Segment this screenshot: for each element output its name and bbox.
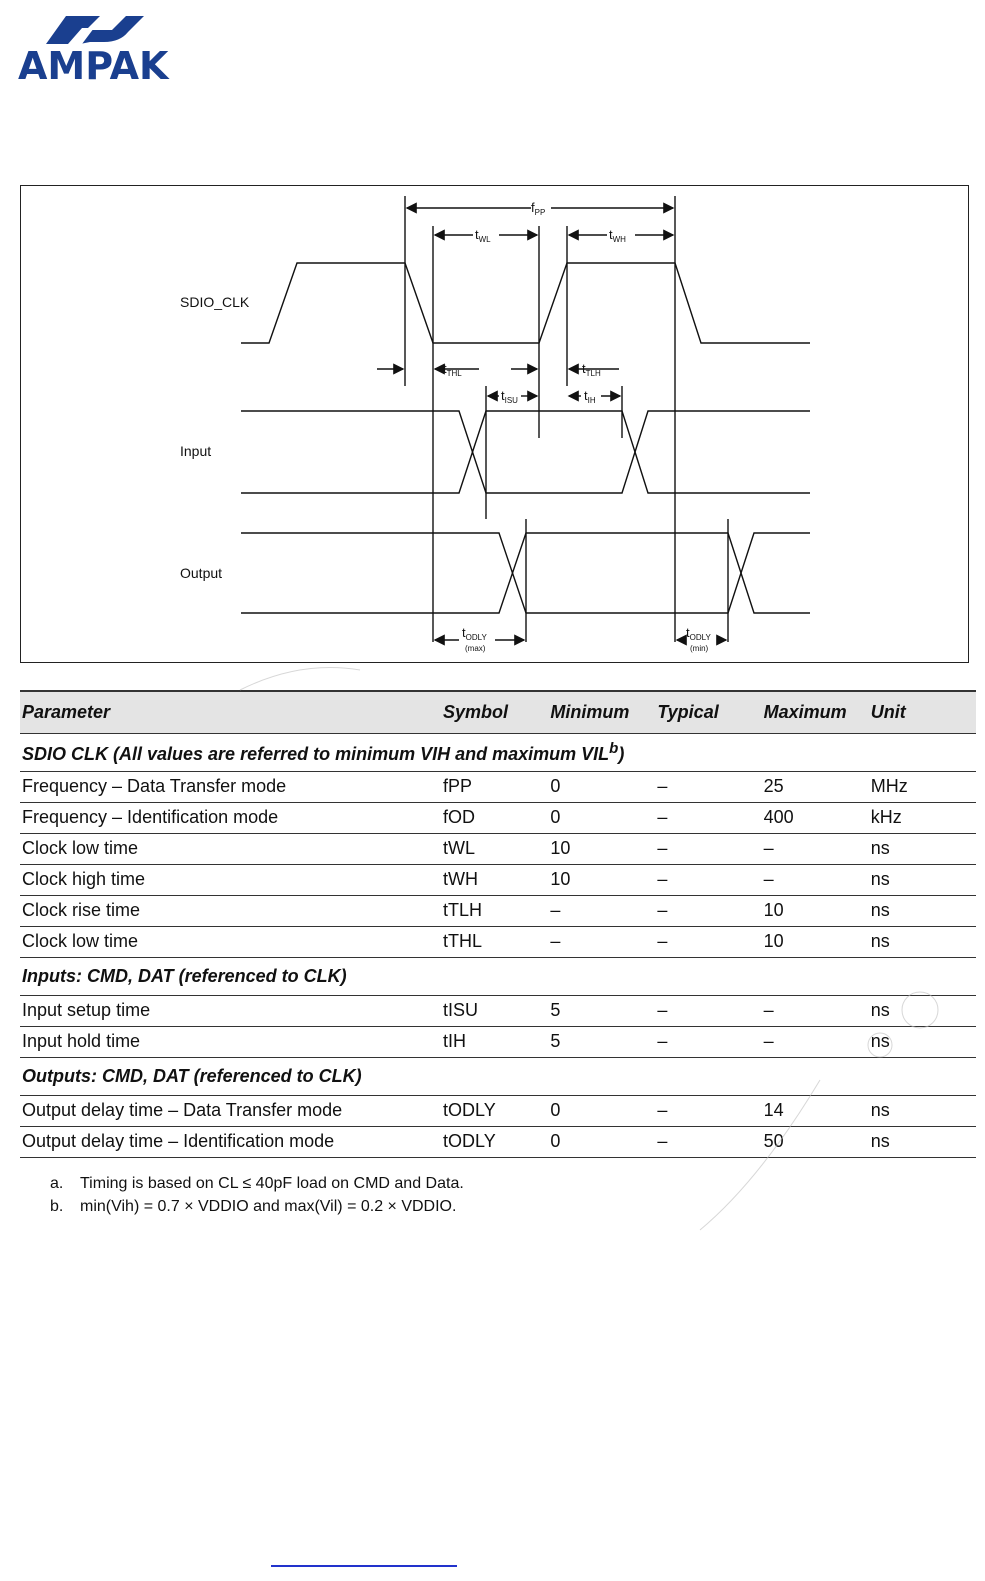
footnote-b: b. min(Vih) = 0.7 × VDDIO and max(Vil) = 0.2 × VDDIO. <box>50 1198 457 1215</box>
todly-max-label: $t_{ODLY}$ <box>462 625 487 642</box>
table-row: Input hold time tIH 5 – – ns <box>20 1026 976 1057</box>
header-unit: Unit <box>869 691 976 733</box>
ampak-logo <box>8 6 169 88</box>
table-header-row <box>20 691 976 733</box>
fpp-label: $f_{PP}$ <box>531 200 546 217</box>
sdio-timing-diagram <box>20 185 969 663</box>
header-typical: Typical <box>655 691 761 733</box>
tisu-label: $t_{ISU}$ <box>501 388 518 405</box>
todly-max-note: (max) <box>465 644 486 653</box>
section-row-inputs <box>20 957 976 995</box>
section-title-end: ) <box>618 743 625 764</box>
twh-label: $t_{WH}$ <box>609 227 626 244</box>
footnotes <box>50 1172 464 1218</box>
section-row-outputs <box>20 1057 976 1095</box>
clk-waveform <box>241 263 810 343</box>
sdio-timing-table <box>20 690 976 1158</box>
logo-text: AMPAK <box>18 44 169 88</box>
input-bottom-waveform <box>241 411 810 493</box>
section-title: Outputs: CMD, DAT (referenced to CLK) <box>20 1057 976 1095</box>
table-row: Clock low time tTHL – – 10 ns <box>20 926 976 957</box>
footnote-a: a. Timing is based on CL ≤ 40pF load on CMD and Data. <box>50 1175 464 1192</box>
table-row: Clock rise time tTLH – – 10 ns <box>20 895 976 926</box>
table-row: Clock low time tWL 10 – – ns <box>20 833 976 864</box>
signal-label-output: Output <box>180 565 223 581</box>
twl-label: $t_{WL}$ <box>475 227 491 244</box>
section-title: SDIO CLK (All values are referred to minimum VIH and maximum VIL <box>22 743 610 764</box>
input-top-waveform <box>241 411 810 493</box>
section-title: Inputs: CMD, DAT (referenced to CLK) <box>20 957 976 995</box>
signal-label-input: Input <box>180 443 212 459</box>
header-parameter: Parameter <box>20 691 441 733</box>
tthl-label: $t_{THL}$ <box>443 361 462 378</box>
table-row: Input setup time tISU 5 – – ns <box>20 995 976 1026</box>
timing-diagram-svg <box>21 186 970 664</box>
todly-min-label: $t_{ODLY}$ <box>686 625 711 642</box>
table-row: Frequency – Identification mode fOD 0 – 400 kHz <box>20 802 976 833</box>
footer-link-underline[interactable] <box>271 1565 457 1567</box>
header-symbol: Symbol <box>441 691 548 733</box>
table-row: Output delay time – Identification mode tODLY 0 – 50 ns <box>20 1126 976 1157</box>
table-row: Output delay time – Data Transfer mode tODLY 0 – 14 ns <box>20 1095 976 1126</box>
table-row: Clock high time tWH 10 – – ns <box>20 864 976 895</box>
header-minimum: Minimum <box>548 691 655 733</box>
table-row: Frequency – Data Transfer mode fPP 0 – 25 MHz <box>20 771 976 802</box>
header-maximum: Maximum <box>762 691 869 733</box>
todly-min-note: (min) <box>690 644 709 653</box>
signal-label-sdio-clk: SDIO_CLK <box>180 294 250 310</box>
tih-label: $t_{IH}$ <box>584 388 596 405</box>
section-row-sdio-clk <box>20 733 976 771</box>
section-title-sup: b <box>609 739 619 757</box>
ttlh-label: $t_{TLH}$ <box>582 361 601 378</box>
